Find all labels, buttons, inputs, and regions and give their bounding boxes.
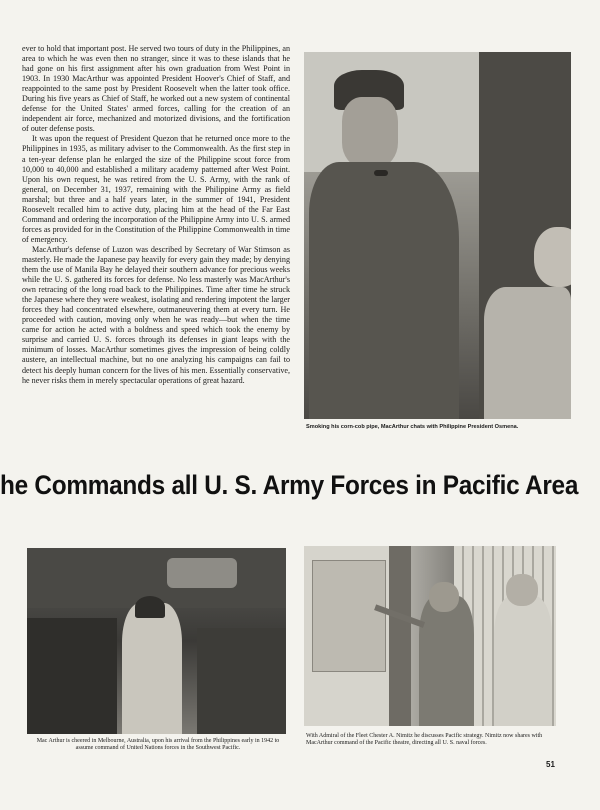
caption-bottom-left: Mac Arthur is cheered in Melbourne, Australia, upon his arrival from the Philippines early in 1942 to assume command of United Nations forces in the Southwest Pacific. (36, 738, 280, 752)
article-paragraph-2: It was upon the request of President Quezon that he returned once more to the Philippines in 1935, as military adviser to the Commonwealth. As the first step in a ten-year defense plan he enlarged the size of the Philippine scout force from 10,000 to 40,000 and established a military academy patterned after West Point. Upon his own request, he was retired from the U. S. Army, with the rank of general, on December 31, 1937, remaining with the Philippine Army as field marshal; but three and a half years later, in the summer of 1941, President Roosevelt recalled him to active duty, placing him at the head of the Far East Command and ordering the incorporation of the Philippine Army into U. S. armed forces as provided for in the Constitution of the Philippine Commonwealth in time of emergency. (22, 134, 290, 244)
article-body (22, 44, 290, 386)
article-paragraph-1: ever to hold that important post. He served two tours of duty in the Philippines, an area to which he was even then no stranger, since it was to these islands that he had gone on his first assignment after his own graduation from West Point in 1903. In 1930 MacArthur was appointed President Hoover's Chief of Staff, and reappointed to the same post by President Roosevelt when the latter took office. During his five years as Chief of Staff, he worked out a new system of continental defense for the United States' armed forces, calling for the creation of an independent air force, mechanized and motorized divisions, and the fortification of outer defense posts. (22, 44, 290, 134)
photo-melbourne-crowd (27, 548, 286, 734)
caption-bottom-right: With Admiral of the Fleet Chester A. Nimitz he discusses Pacific strategy. Nimitz now shares with MacArthur command of the Pacific theatre, directing all U. S. naval forces. (306, 733, 543, 747)
photo-macarthur-osmena (304, 52, 571, 419)
caption-top-right: Smoking his corn-cob pipe, MacArthur chats with Philippine President Osmena. (306, 424, 519, 430)
article-paragraph-3: MacArthur's defense of Luzon was described by Secretary of War Stimson as masterly. He made the Japanese pay heavily for every gain they made; by denying them the use of Manila Bay he delayed their southern advance for precious weeks while the U. S. gathered its forces for defense. No less masterly was MacArthur's own retracing of the long road back to the Philippines. Time after time he struck the Japanese where they were weakest, isolating and rendering impotent the larger forces they had concentrated elsewhere, outmaneuvering them at every turn. He proceeded with caution, moving only when he was ready—but when the time came for action he acted with a boldness and speed which took the enemy by surprise and carried U. S. forces through its defenses in giant leaps with the minimum of losses. MacArthur sometimes gives the impression of being coldly austere, an intellectual machine, but no one analyzing his campaigns can fail to detect his deeply human concern for the lives of his men. Essentially conservative, he never risks them in merely spectacular operations of great hazard. (22, 244, 290, 385)
page-number: 51 (546, 760, 555, 769)
section-headline: he Commands all U. S. Army Forces in Pacific Area (0, 470, 579, 500)
photo-macarthur-nimitz (304, 546, 556, 726)
